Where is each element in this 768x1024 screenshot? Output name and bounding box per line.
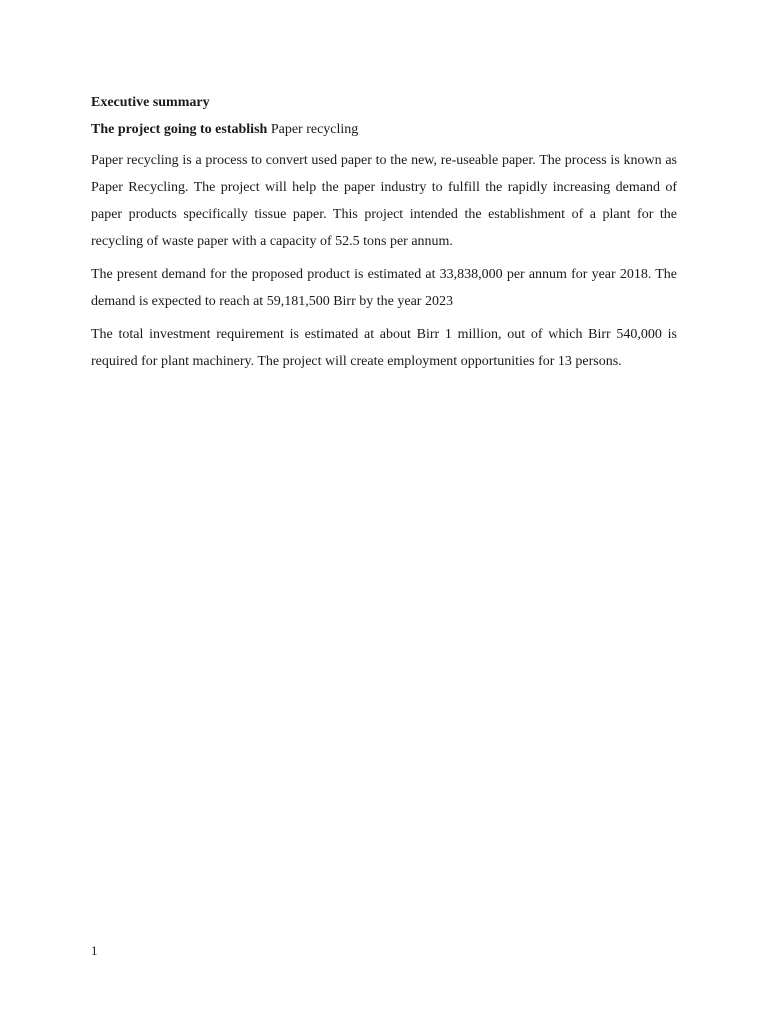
paragraph-intro: Paper recycling is a process to convert used paper to the new, re-useable paper. The process is known as Paper Recycling. The project will help the paper industry to fulfill the rapidly increasing demand of paper products specifically tissue paper. This project intended the establishment of a plant for the recycling of waste paper with a capacity of 52.5 tons per annum. [91, 153, 677, 249]
paragraph-investment: The total investment requirement is estimated at about Birr 1 million, out of which Birr 540,000 is required for plant machinery. The project will create employment opportunities for 13 persons. [91, 327, 677, 369]
page-number: 1 [91, 943, 98, 958]
project-title-line [91, 120, 677, 140]
document-body [91, 93, 677, 381]
paragraph-demand: The present demand for the proposed product is estimated at 33,838,000 per annum for year 2018. The demand is expected to reach at 59,181,500 Birr by the year 2023 [91, 267, 677, 309]
project-title-label: The project going to establish [91, 122, 268, 137]
section-heading: Executive summary [91, 95, 210, 110]
project-title-value: Paper recycling [270, 122, 359, 137]
